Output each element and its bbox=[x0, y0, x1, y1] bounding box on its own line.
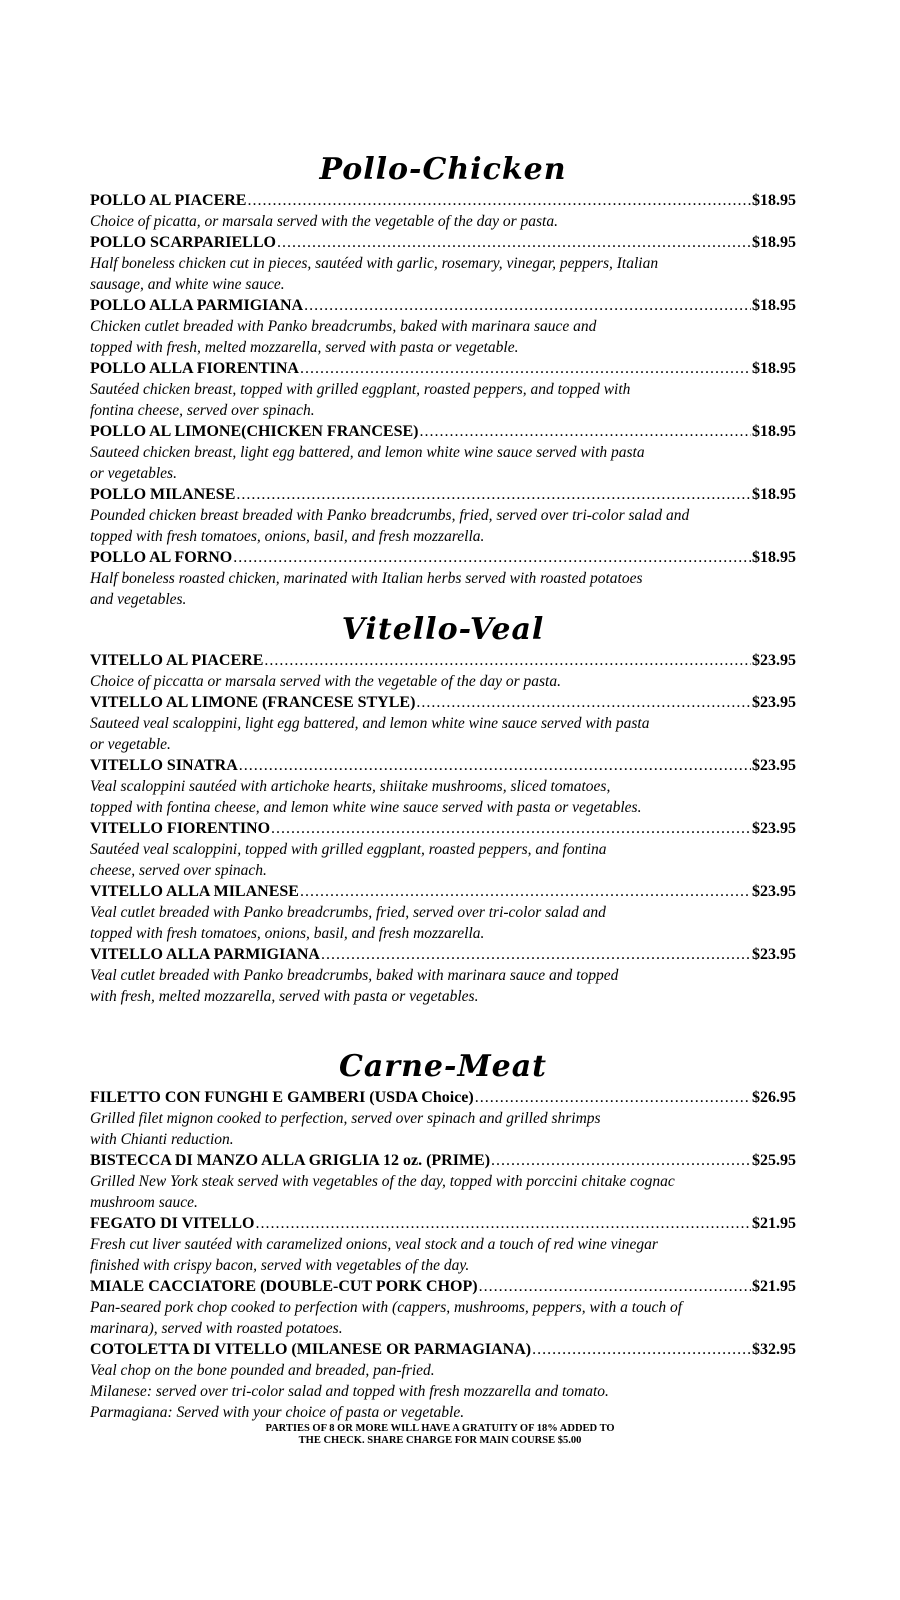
menu-item-price: $21.95 bbox=[752, 1215, 796, 1232]
menu-item-price: $18.95 bbox=[752, 423, 796, 440]
menu-item-price: $21.95 bbox=[752, 1278, 796, 1295]
menu-item-description: cheese, served over spinach. bbox=[90, 862, 267, 879]
menu-item-description: Veal scaloppini sautéed with artichoke hearts, shiitake mushrooms, sliced tomatoes, bbox=[90, 778, 611, 795]
menu-item-price: $18.95 bbox=[752, 360, 796, 377]
menu-item-name: VITELLO ALLA PARMIGIANA bbox=[90, 946, 320, 963]
dot-leader bbox=[300, 358, 751, 379]
menu-item-description: finished with crispy bacon, served with vegetables of the day. bbox=[90, 1257, 470, 1274]
menu-item-description: Sauteed veal scaloppini, light egg battered, and lemon white wine sauce served with pasta bbox=[90, 715, 650, 732]
menu-item bbox=[90, 1276, 796, 1339]
menu-item-header bbox=[90, 232, 796, 253]
menu-item-header bbox=[90, 944, 796, 965]
menu-item-description: fontina cheese, served over spinach. bbox=[90, 402, 315, 419]
menu-item-description: Choice of picatta, or marsala served with the vegetable of the day or pasta. bbox=[90, 213, 558, 230]
menu-item-description: Fresh cut liver sautéed with caramelized onions, veal stock and a touch of red wine vinegar bbox=[90, 1236, 658, 1253]
menu-item-description: Pan-seared pork chop cooked to perfection with (cappers, mushrooms, peppers, with a touch of bbox=[90, 1299, 683, 1316]
menu-item-header bbox=[90, 650, 796, 671]
section-title: Pollo-Chicken bbox=[319, 152, 567, 187]
menu-item-price: $23.95 bbox=[752, 883, 796, 900]
menu-item-header bbox=[90, 692, 796, 713]
menu-item-name: COTOLETTA DI VITELLO (MILANESE OR PARMAGIANA) bbox=[90, 1341, 532, 1358]
menu-item-price: $23.95 bbox=[752, 946, 796, 963]
dot-leader bbox=[277, 232, 751, 253]
menu-section bbox=[90, 1047, 796, 1423]
menu-item-description: Grilled filet mignon cooked to perfection, served over spinach and grilled shrimps bbox=[90, 1110, 601, 1127]
dot-leader bbox=[419, 421, 751, 442]
menu-item-description: Grilled New York steak served with vegetables of the day, topped with porccini chitake cognac bbox=[90, 1173, 675, 1190]
menu-item-header bbox=[90, 755, 796, 776]
menu-item-name: POLLO AL PIACERE bbox=[90, 192, 247, 209]
menu-item bbox=[90, 1087, 796, 1150]
menu-item bbox=[90, 295, 796, 358]
dot-leader bbox=[304, 295, 751, 316]
menu-item-header bbox=[90, 358, 796, 379]
dot-leader bbox=[532, 1339, 751, 1360]
menu-item-price: $26.95 bbox=[752, 1089, 796, 1106]
menu-section bbox=[90, 610, 796, 1007]
menu-item-price: $23.95 bbox=[752, 694, 796, 711]
menu-item-price: $18.95 bbox=[752, 192, 796, 209]
menu-item-description: Chicken cutlet breaded with Panko breadcrumbs, baked with marinara sauce and bbox=[90, 318, 597, 335]
menu-item-header bbox=[90, 1087, 796, 1108]
menu-item-description: topped with fresh, melted mozzarella, served with pasta or vegetable. bbox=[90, 339, 519, 356]
menu-item-name: POLLO ALLA PARMIGIANA bbox=[90, 297, 304, 314]
menu-item bbox=[90, 944, 796, 1007]
menu-item bbox=[90, 755, 796, 818]
menu-item-name: POLLO AL FORNO bbox=[90, 549, 233, 566]
dot-leader bbox=[491, 1150, 751, 1171]
menu-item-description: Veal cutlet breaded with Panko breadcrumbs, baked with marinara sauce and topped bbox=[90, 967, 619, 984]
menu-item-description: Half boneless roasted chicken, marinated with Italian herbs served with roasted potatoes bbox=[90, 570, 643, 587]
menu-item-header bbox=[90, 1276, 796, 1297]
menu-item-description: mushroom sauce. bbox=[90, 1194, 198, 1211]
menu-item-price: $23.95 bbox=[752, 757, 796, 774]
menu-item bbox=[90, 818, 796, 881]
section-title: Carne-Meat bbox=[338, 1049, 548, 1084]
menu-item-price: $23.95 bbox=[752, 820, 796, 837]
menu-item bbox=[90, 232, 796, 295]
menu-item-header bbox=[90, 421, 796, 442]
dot-leader bbox=[321, 944, 751, 965]
menu-item-description: topped with fontina cheese, and lemon white wine sauce served with pasta or vegetables. bbox=[90, 799, 642, 816]
menu-item-name: FEGATO DI VITELLO bbox=[90, 1215, 255, 1232]
menu-item-header bbox=[90, 881, 796, 902]
menu-item-description: with Chianti reduction. bbox=[90, 1131, 234, 1148]
dot-leader bbox=[236, 484, 751, 505]
menu-item-name: VITELLO AL PIACERE bbox=[90, 652, 264, 669]
menu-item-name: FILETTO CON FUNGHI E GAMBERI (USDA Choice) bbox=[90, 1089, 474, 1106]
menu-item bbox=[90, 547, 796, 610]
menu-item bbox=[90, 1339, 796, 1423]
menu-item-price: $25.95 bbox=[752, 1152, 796, 1169]
menu-item-description: Sautéed veal scaloppini, topped with grilled eggplant, roasted peppers, and fontina bbox=[90, 841, 607, 858]
menu-item-description: and vegetables. bbox=[90, 591, 187, 608]
menu-item-name: BISTECCA DI MANZO ALLA GRIGLIA 12 oz. (PRIME) bbox=[90, 1152, 491, 1169]
menu-item-description: or vegetable. bbox=[90, 736, 171, 753]
menu-item-price: $18.95 bbox=[752, 297, 796, 314]
gratuity-notice-line-2: THE CHECK. SHARE CHARGE FOR MAIN COURSE $5.00 bbox=[298, 1435, 582, 1446]
menu-page bbox=[90, 150, 796, 1423]
menu-item bbox=[90, 650, 796, 692]
menu-item bbox=[90, 881, 796, 944]
dot-leader bbox=[233, 547, 751, 568]
menu-section bbox=[90, 150, 796, 610]
gratuity-notice-line-1: PARTIES OF 8 OR MORE WILL HAVE A GRATUITY OF 18% ADDED TO bbox=[265, 1423, 615, 1434]
menu-item bbox=[90, 1150, 796, 1213]
menu-item-description: Pounded chicken breast breaded with Panko breadcrumbs, fried, served over tri-color salad and bbox=[90, 507, 690, 524]
menu-item-header bbox=[90, 547, 796, 568]
dot-leader bbox=[264, 650, 751, 671]
menu-item bbox=[90, 484, 796, 547]
menu-item-header bbox=[90, 818, 796, 839]
menu-item-description: with fresh, melted mozzarella, served with pasta or vegetables. bbox=[90, 988, 479, 1005]
menu-item-price: $18.95 bbox=[752, 549, 796, 566]
menu-item-name: VITELLO ALLA MILANESE bbox=[90, 883, 299, 900]
menu-item-description: Veal chop on the bone pounded and breaded, pan-fried. bbox=[90, 1362, 435, 1379]
menu-item-header bbox=[90, 1339, 796, 1360]
dot-leader bbox=[479, 1276, 751, 1297]
menu-item-description: Parmagiana: Served with your choice of pasta or vegetable. bbox=[90, 1404, 465, 1421]
menu-item-description: Sautéed chicken breast, topped with grilled eggplant, roasted peppers, and topped with bbox=[90, 381, 631, 398]
menu-item-description: sausage, and white wine sauce. bbox=[90, 276, 285, 293]
dot-leader bbox=[271, 818, 751, 839]
menu-item-description: Choice of piccatta or marsala served with the vegetable of the day or pasta. bbox=[90, 673, 561, 690]
menu-item bbox=[90, 692, 796, 755]
menu-item-name: POLLO AL LIMONE(CHICKEN FRANCESE) bbox=[90, 423, 419, 440]
menu-item-name: MIALE CACCIATORE (DOUBLE-CUT PORK CHOP) bbox=[90, 1278, 478, 1295]
menu-item-name: POLLO MILANESE bbox=[90, 486, 236, 503]
menu-item-name: VITELLO FIORENTINO bbox=[90, 820, 271, 837]
menu-item-name: VITELLO AL LIMONE (FRANCESE STYLE) bbox=[90, 694, 416, 711]
menu-item-description: topped with fresh tomatoes, onions, basil, and fresh mozzarella. bbox=[90, 925, 485, 942]
dot-leader bbox=[300, 881, 751, 902]
gratuity-notice bbox=[150, 1423, 730, 1447]
dot-leader bbox=[256, 1213, 752, 1234]
section-title: Vitello-Veal bbox=[341, 612, 545, 647]
menu-item bbox=[90, 190, 796, 232]
menu-item-name: VITELLO SINATRA bbox=[90, 757, 238, 774]
dot-leader bbox=[247, 190, 751, 211]
menu-item-price: $18.95 bbox=[752, 486, 796, 503]
dot-leader bbox=[239, 755, 751, 776]
menu-item-price: $32.95 bbox=[752, 1341, 796, 1358]
menu-item-description: Half boneless chicken cut in pieces, sautéed with garlic, rosemary, vinegar, peppers, Italian bbox=[90, 255, 659, 272]
menu-item bbox=[90, 358, 796, 421]
menu-item bbox=[90, 421, 796, 484]
menu-item-header bbox=[90, 295, 796, 316]
dot-leader bbox=[416, 692, 751, 713]
menu-item-description: or vegetables. bbox=[90, 465, 177, 482]
menu-item-description: Sauteed chicken breast, light egg battered, and lemon white wine sauce served with pasta bbox=[90, 444, 645, 461]
menu-item-header bbox=[90, 484, 796, 505]
menu-item-header bbox=[90, 190, 796, 211]
dot-leader bbox=[475, 1087, 751, 1108]
menu-item-name: POLLO ALLA FIORENTINA bbox=[90, 360, 299, 377]
menu-item bbox=[90, 1213, 796, 1276]
menu-item-price: $18.95 bbox=[752, 234, 796, 251]
menu-item-header bbox=[90, 1150, 796, 1171]
menu-item-description: marinara), served with roasted potatoes. bbox=[90, 1320, 343, 1337]
menu-item-price: $23.95 bbox=[752, 652, 796, 669]
menu-item-description: Veal cutlet breaded with Panko breadcrumbs, fried, served over tri-color salad and bbox=[90, 904, 606, 921]
menu-item-description: topped with fresh tomatoes, onions, basil, and fresh mozzarella. bbox=[90, 528, 485, 545]
menu-item-name: POLLO SCARPARIELLO bbox=[90, 234, 276, 251]
menu-item-header bbox=[90, 1213, 796, 1234]
menu-item-description: Milanese: served over tri-color salad and topped with fresh mozzarella and tomato. bbox=[90, 1383, 609, 1400]
